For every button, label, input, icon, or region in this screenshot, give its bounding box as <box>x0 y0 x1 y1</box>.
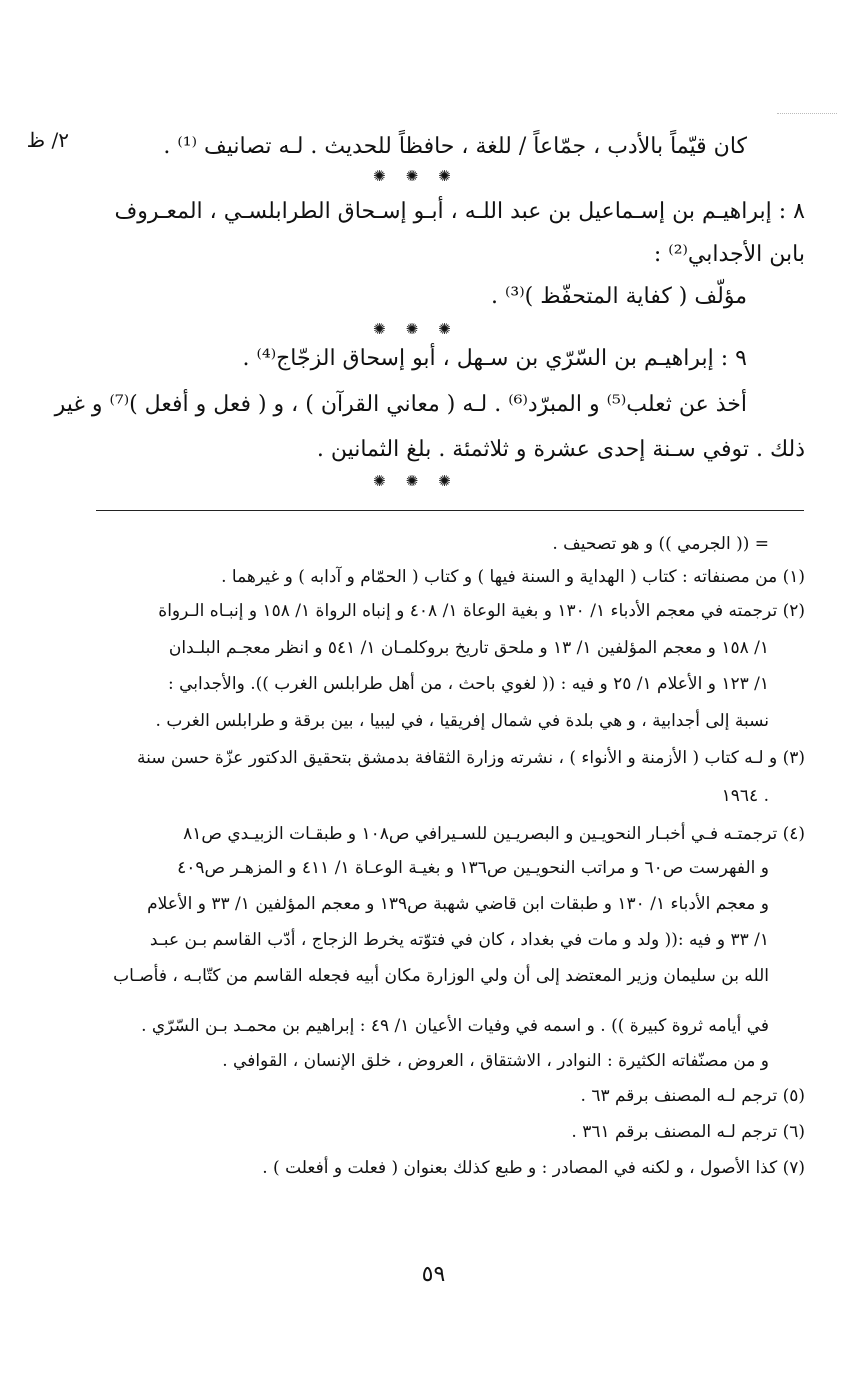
entry-8-heading-cont: بابن الأجدابي⁽²⁾ : <box>653 242 805 267</box>
entry-9-heading: ٩ : إبراهيـم بن السّرّي بن سـهل ، أبو إسحاق الزجّاج⁽⁴⁾ . <box>242 346 747 371</box>
footnote-separator-rule <box>96 510 804 511</box>
footnote-4-line-1: (٤) ترجمتـه فـي أخبـار النحويـين و البصريـين للسـيرافي ص١٠٨ و طبقـات الزبيـدي ص٨١ <box>183 824 805 844</box>
footnote-2-line-3: ١/ ١٢٣ و الأعلام ١/ ٢٥ و فيه : (( لغوي باحث ، من أهل طرابلس الغرب )). والأجدابي : <box>167 674 769 694</box>
footnote-4-line-2: و الفهرست ص٦٠ و مراتب النحويـين ص١٣٦ و بغيـة الوعـاة ١/ ٤١١ و المزهـر ص٤٠٩ <box>177 858 769 878</box>
footnote-5: (٥) ترجم لـه المصنف برقم ٦٣ . <box>580 1086 805 1106</box>
footnote-3-line-1: (٣) و لـه كتاب ( الأزمنة و الأنواء ) ، نشرته وزارة الثقافة بدمشق بتحقيق الدكتور عزّة حسن سنة <box>136 748 805 768</box>
entry-8-body: مؤلّف ( كفاية المتحفّظ )⁽³⁾ . <box>491 284 747 309</box>
star-ornament-icon: ✺ <box>438 167 451 185</box>
main-line-1: كان قيّماً بالأدب ، جمّاعاً / للغة ، حافظاً للحديث . لـه تصانيف ⁽¹⁾ . <box>163 134 747 159</box>
entry-8-heading: ٨ : إبراهيـم بن إسـماعيل بن عبد اللـه ، أبـو إسـحاق الطرابلسـي ، المعـروف <box>114 199 805 224</box>
footnote-3-line-2: ١٩٦٤ . <box>721 786 769 806</box>
star-ornament-icon: ✺ <box>438 320 451 338</box>
margin-folio-note: ٢/ ظ <box>26 128 69 152</box>
star-ornament-icon: ✺ <box>438 472 451 490</box>
footnote-4-line-7: و من مصنّفاته الكثيرة : النوادر ، الاشتقاق ، العروض ، خلق الإنسان ، القوافي . <box>222 1051 769 1071</box>
footnote-2-line-1: (٢) ترجمته في معجم الأدباء ١/ ١٣٠ و بغية الوعاة ١/ ٤٠٨ و إنباه الرواة ١/ ١٥٨ و إنبـاه الـرواة <box>158 601 805 621</box>
footnote-2-line-4: نسبة إلى أجدابية ، و هي بلدة في شمال إفريقيا ، في ليبيا ، بين برقة و طرابلس الغرب . <box>155 711 769 731</box>
separator-2 <box>373 322 451 337</box>
star-ornament-icon: ✺ <box>405 472 419 490</box>
footnote-1: (١) من مصنفاته : كتاب ( الهداية و السنة فيها ) و كتاب ( الحمّام و آدابه ) و غيرهما . <box>221 567 805 587</box>
margin-dots <box>777 113 837 114</box>
page-number: ٥٩ <box>421 1262 446 1287</box>
footnote-6: (٦) ترجم لـه المصنف برقم ٣٦١ . <box>571 1122 805 1142</box>
star-ornament-icon: ✺ <box>373 167 386 185</box>
star-ornament-icon: ✺ <box>405 320 419 338</box>
star-ornament-icon: ✺ <box>373 472 386 490</box>
star-ornament-icon: ✺ <box>373 320 386 338</box>
star-ornament-icon: ✺ <box>405 167 419 185</box>
entry-9-body-1: أخذ عن ثعلب⁽⁵⁾ و المبرّد⁽⁶⁾ . لـه ( معاني القرآن ) ، و ( فعل و أفعل )⁽⁷⁾ و غير <box>54 392 747 417</box>
separator-3 <box>373 474 451 489</box>
footnote-4-line-3: و معجم الأدباء ١/ ١٣٠ و طبقات ابن قاضي شهبة ص١٣٩ و معجم المؤلفين ١/ ٣٣ و الأعلام <box>147 894 769 914</box>
footnote-7: (٧) كذا الأصول ، و لكنه في المصادر : و طبع كذلك بعنوان ( فعلت و أفعلت ) . <box>262 1158 805 1178</box>
separator-1 <box>373 169 451 184</box>
footnote-4-line-4: ١/ ٣٣ و فيه :(( ولد و مات في بغداد ، كان في فتوّته يخرط الزجاج ، أدّب القاسم بـن عبـد <box>149 930 769 950</box>
footnote-2-line-2: ١/ ١٥٨ و معجم المؤلفين ١/ ١٣ و ملحق تاريخ بروكلمـان ١/ ٥٤١ و انظر معجـم البلـدان <box>168 638 769 658</box>
entry-9-body-2: ذلك . توفي سـنة إحدى عشرة و ثلاثمئة . بلغ الثمانين . <box>316 437 805 462</box>
footnote-continuation: = (( الجرمي )) و هو تصحيف . <box>552 534 769 554</box>
footnote-4-line-5: الله بن سليمان وزير المعتضد إلى أن ولي الوزارة مكان أبيه فجعله القاسم من كتّابـه ، فأصـاب <box>113 966 769 986</box>
footnote-4-line-6: في أيامه ثروة كبيرة )) . و اسمه في وفيات الأعيان ١/ ٤٩ : إبراهيم بن محمـد بـن السّرّي . <box>141 1016 769 1036</box>
